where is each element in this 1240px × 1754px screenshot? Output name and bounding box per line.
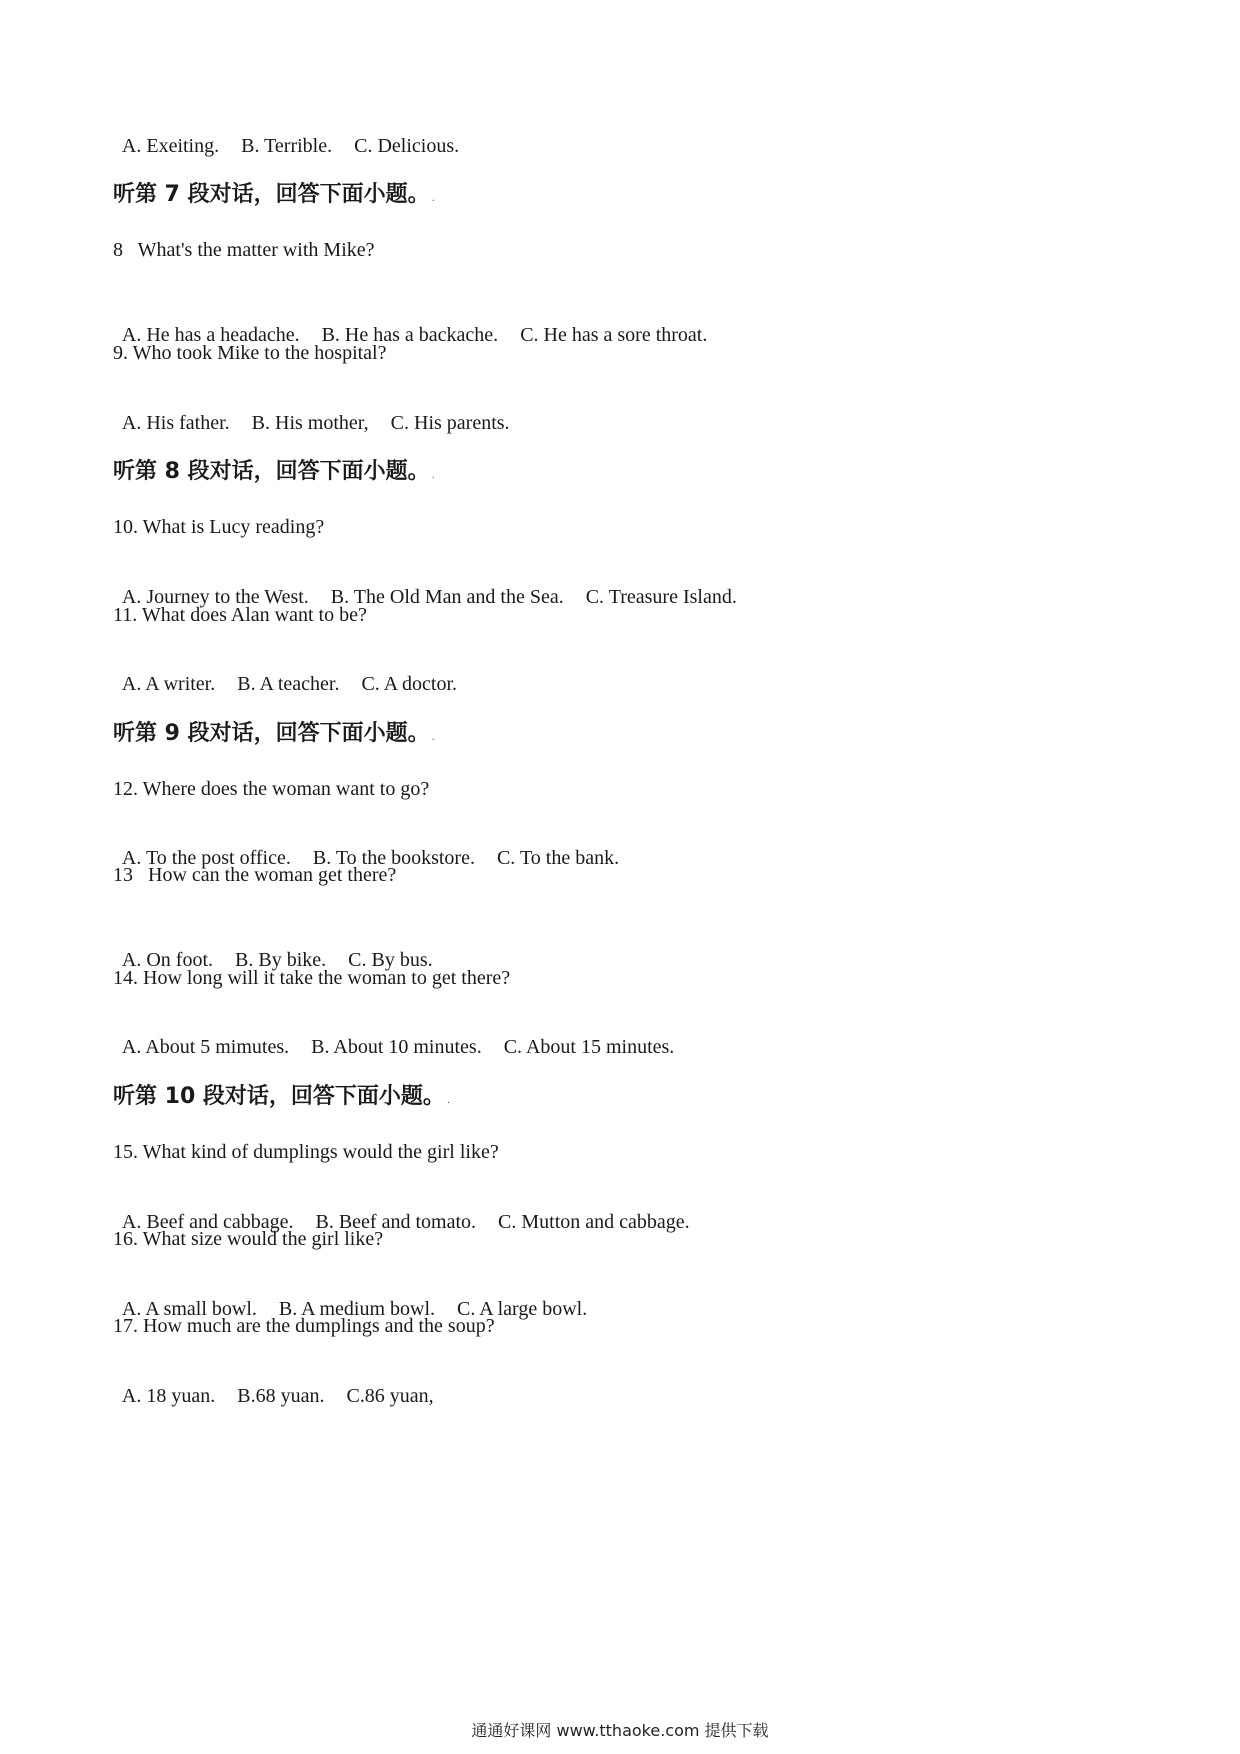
- section-7-heading: 听第 7 段对话，回答下面小题。 .: [113, 182, 435, 207]
- option-a: A. A writer.: [121, 673, 216, 695]
- option-a: A. His father.: [121, 412, 230, 434]
- q17-options: [113, 1357, 456, 1409]
- option-b: B. To the bookstore.: [312, 847, 475, 869]
- option-c: C. Delicious.: [354, 135, 460, 157]
- question-15: 15. What kind of dumplings would the girl like?: [113, 1141, 499, 1163]
- option-b: B. He has a backache.: [321, 324, 499, 346]
- option-c: C. To the bank.: [496, 847, 620, 869]
- option-c: C. His parents.: [390, 412, 510, 434]
- section-8-heading: 听第 8 段对话，回答下面小题。 .: [113, 459, 435, 484]
- option-c: C. Treasure Island.: [585, 586, 737, 608]
- q7-options: [113, 107, 481, 159]
- question-14: 14. How long will it take the woman to get there?: [113, 967, 511, 989]
- option-a: A. 18 yuan.: [121, 1385, 216, 1407]
- option-c: C. By bus.: [348, 949, 433, 971]
- option-b: B. A teacher.: [237, 673, 340, 695]
- option-b: B. The Old Man and the Sea.: [330, 586, 564, 608]
- section-10-heading: 听第 10 段对话，回答下面小题。 .: [113, 1084, 451, 1109]
- question-16: 16. What size would the girl like?: [113, 1228, 384, 1250]
- question-12: 12. Where does the woman want to go?: [113, 778, 430, 800]
- question-9: 9. Who took Mike to the hospital?: [113, 342, 387, 364]
- option-a: A. Beef and cabbage.: [121, 1211, 294, 1233]
- question-11: 11. What does Alan want to be?: [113, 604, 367, 626]
- question-13: 13 How can the woman get there?: [113, 864, 397, 886]
- section-9-heading: 听第 9 段对话，回答下面小题。 .: [113, 721, 435, 746]
- page-footer: 通通好课网 www.tthaoke.com 提供下载: [471, 1721, 769, 1740]
- option-c: C.86 yuan,: [346, 1385, 434, 1407]
- q14-options: [113, 1008, 696, 1060]
- option-b: B.68 yuan.: [237, 1385, 325, 1407]
- option-c: C. About 15 minutes.: [503, 1036, 675, 1058]
- question-10: 10. What is Lucy reading?: [113, 516, 325, 538]
- option-b: B. Beef and tomato.: [315, 1211, 477, 1233]
- option-c: C. Mutton and cabbage.: [498, 1211, 690, 1233]
- question-17: 17. How much are the dumplings and the soup?: [113, 1315, 495, 1337]
- option-a: A. About 5 mimutes.: [121, 1036, 290, 1058]
- option-b: B. His mother,: [251, 412, 369, 434]
- option-a: A. To the post office.: [121, 847, 291, 869]
- option-a: A. Journey to the West.: [121, 586, 309, 608]
- option-c: C. A doctor.: [361, 673, 458, 695]
- q9-options: [113, 384, 532, 436]
- option-b: B. Terrible.: [241, 135, 333, 157]
- option-b: B. About 10 minutes.: [311, 1036, 482, 1058]
- option-b: B. By bike.: [235, 949, 327, 971]
- option-a: A. He has a headache.: [121, 324, 300, 346]
- option-c: C. He has a sore throat.: [520, 324, 708, 346]
- option-a: A. On foot.: [121, 949, 214, 971]
- option-b: B. A medium bowl.: [278, 1298, 436, 1320]
- option-c: C. A large bowl.: [457, 1298, 588, 1320]
- question-8: 8 What's the matter with Mike?: [113, 239, 375, 261]
- option-a: A. A small bowl.: [121, 1298, 257, 1320]
- q11-options: [113, 645, 479, 697]
- option-a: A. Exeiting.: [121, 135, 220, 157]
